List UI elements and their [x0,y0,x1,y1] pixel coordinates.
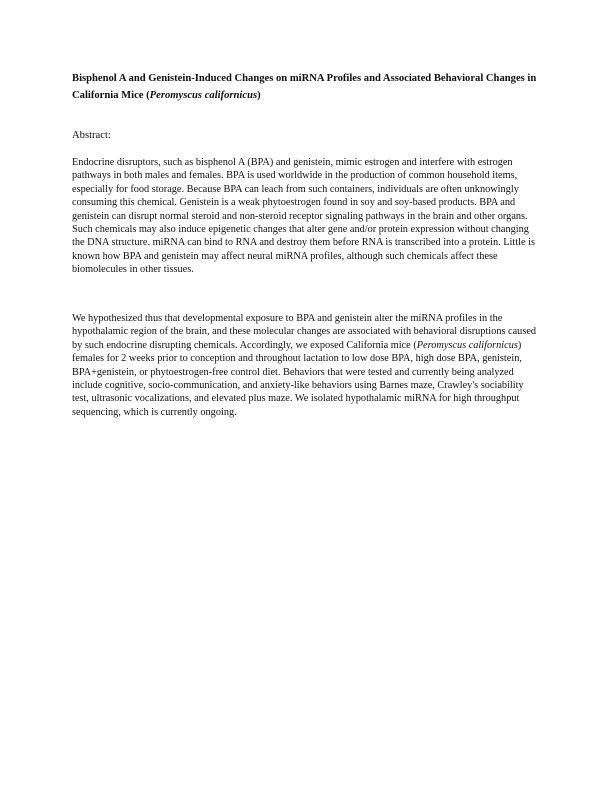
title-text: Bisphenol A and Genistein-Induced Changes on miRNA Profiles and Associated Behavioral Changes in California Mice ( [72,73,537,101]
paragraph2-text-after: ) females for 2 weeks prior to conception and throughout lactation to low dose BPA, high dose BPA, genistein, BPA+genistein, or phytoestrogen-free control diet. Behaviors that were tested and currently being analyzed include cognitive, socio-communication, and anxiety-like behaviors using Barnes maze, Crawley's sociability test, ultrasonic vocalizations, and elevated plus maze. We isolated hypothalamic miRNA for high throughput sequencing, which is currently ongoing. [72,339,524,418]
title-species: Peromyscus californicus [149,90,258,101]
title-close: ) [257,90,261,101]
paragraph2-text-before: We hypothesized thus that developmental exposure to BPA and genistein alter the miRNA profiles in the hypothalamic region of the brain, and these molecular changes are associated with behavioral disruptions caused by such endocrine disrupting chemicals. Accordingly, we exposed California mice ( [72,313,537,351]
abstract-paragraph-2 [72,312,542,419]
document-title [72,70,542,104]
paragraph2-species: Peromyscus californicus [416,339,518,351]
abstract-paragraph-1: Endocrine disruptors, such as bisphenol A (BPA) and genistein, mimic estrogen and interfere with estrogen pathways in both males and females. BPA is used worldwide in the production of common household items, especially for food storage. Because BPA can leach from such containers, individuals are often unknowingly consuming this chemical. Genistein is a weak phytoestrogen found in soy and soy-based products. BPA and genistein can disrupt normal steroid and non-steroid receptor signaling pathways in the brain and other organs. Such chemicals may also induce epigenetic changes that alter gene and/or protein expression without changing the DNA structure. miRNA can bind to RNA and destroy them before RNA is transcribed into a protein. Little is known how BPA and genistein may affect neural miRNA profiles, although such chemicals affect these biomolecules in other tissues. [72,157,535,276]
abstract-heading: Abstract: [72,130,111,141]
